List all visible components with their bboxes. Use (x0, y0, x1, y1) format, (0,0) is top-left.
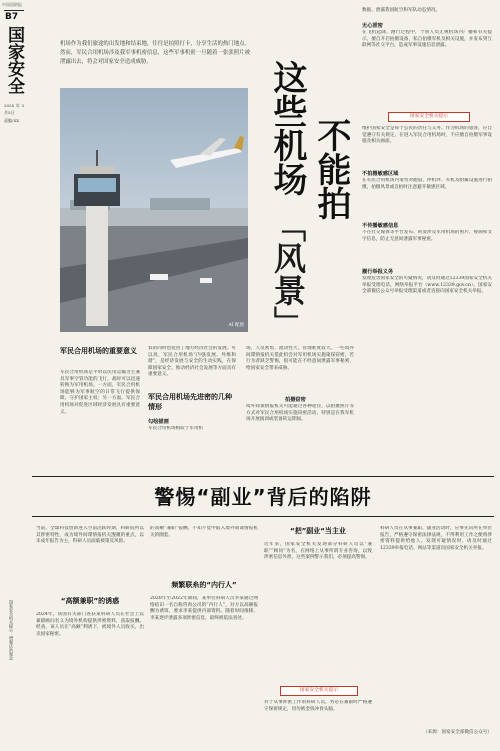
right-top-body: 数据、泄露我国航空和军队动态情况。 (362, 8, 441, 13)
section-title: 国家安全 (4, 26, 24, 94)
bottom-notice-label: 国家安全机关提示 (280, 686, 358, 696)
col3-sub: 拍摄窃密 (285, 397, 306, 403)
right-mid-sub3: 履行举报义务 (362, 269, 394, 275)
bottom-col4: 科研人员在从事兼职、副业活动时，应事先向所在单位报告，严格遵守保密法律法规，不得利用工作之便将涉密资料提供给他人。发现可疑情况时，请及时通过12339举报电话、网站等渠道向国家安全机关举报。 (380, 526, 492, 551)
issue-date: 2025年3月5日 (4, 103, 24, 115)
col3-body1: 场，人员密集、流动性大，管理难度较大。一些境外间谍情报机关借此机会对军用机场实施窥探窃密，若行为者缺乏警惕，很可能在不经意间泄露军事秘密，给国家安全带来威胁。 (246, 346, 354, 371)
col1-heading: 军民合用机场的重要意义 (60, 347, 137, 355)
bottom-col2: 的高额“兼职”报酬，不知不觉中陷入境外间谍情报机关的圈套。 (150, 526, 258, 538)
bottom-h2: 频繁联糸的“内行人” (171, 581, 237, 589)
bottom-col1: 当前，全球科技创新进入空前活跃时期，科研院所以其涉密特性，成为境外间谍情报机关觊觎的重点，以未成年报告为主，科研人员面临被策反风险。 (36, 526, 144, 545)
right-mid-sub2: 不传播敏感信息 (362, 223, 399, 229)
bottom-h1: “高额兼职”的诱惑 (60, 597, 120, 605)
col2-body1: 农的同时也促进了地方经济社会的发展。可以说，军民合用机场“内强发展、外维和谐”，是经济发展与安全的生动实践，在保障国家安全、推动经济社会发展等方面具有重要意义。 (148, 346, 236, 378)
banner-rule-bottom (32, 516, 494, 517)
right-mid-body3: 发现危害国家安全的可疑情况，请及时通过12339国家安全机关举报受理电话、网络举报平台（www.12339.gov.cn）、国家安全部微信公众号举报受理渠道或者直接向国家安全机关举报。 (362, 276, 492, 295)
photo-credit: AI 配图 (228, 323, 244, 329)
side-caption: 国家安全机关提示：增强法治观念 (9, 600, 14, 660)
right-mid-body2: 不在社交媒体等平台发布、转发涉及军用机场的照片、视频和文字信息，防止无意间泄露军事秘密。 (362, 230, 492, 242)
headline-bracket: 「风景」 (269, 210, 307, 338)
page-sidebar (0, 0, 27, 751)
airport-illustration (60, 88, 248, 332)
bottom-col1b: 2024年，我国有关部门查获某科研人员在社会上以兼职顾问名义为境外机构提供涉密资料，获取报酬。经查，该人员在“高额”利诱下，被境外人员收买，出卖国家秘密。 (36, 612, 144, 637)
bottom-col3: 近年来，国家安全机关发现部分科研人员以“兼职”“顾问”为名，在网络上从事所谓专业咨询，以致涉密信息外泄。这些案例警示我们，必须提高警惕。 (264, 542, 372, 561)
col2-heading: 军民合用机场先进密的几种情形 (148, 393, 232, 411)
right-mid-sub1: 不拍摄敏感区域 (362, 171, 399, 177)
banner-headline: 警惕“副业”背后的陷阱 (154, 485, 372, 509)
headline-right: 不能拍 (311, 118, 351, 220)
bottom-source: （来源：国家安全部微信公众号） (423, 730, 492, 735)
right-top-sub: 无心泄密 (362, 23, 383, 29)
right-top-body2: 在飞机起降、跑行过程中，个别人员无视机场内广播和有关提示，擅自开启拍摄设备，私自拍摄军机及相关设施，并发布到互联网等社交平台，造成军事设施信息泄露。 (362, 30, 492, 49)
bottom-h3: “把”副业“当主业 (290, 527, 346, 535)
right-mid-body1: 在军民合用机场内请勿对跑道、停机坪、军机及附属设施进行拍摄，拍摄风景或自拍时注意避开敏感区域。 (362, 178, 492, 190)
bottom-col2b: 2020年至2022年期间，某单位科研人员李某通过网络结识一名自称咨询公司的“内行人”，对方以高额报酬为诱饵，要求李某提供内部资料。随着时间推移，李某逐步泄露多项涉密信息，最终被依法查处。 (150, 596, 258, 621)
right-mid-body: 维护国家安全是每个公民的责任与义务。作为机场的旅客，应自觉遵守有关规定，在进入军民合用机场时，不应擅自拍摄军事设施及相关画面。 (362, 126, 492, 145)
col2-sub: 勾绘描画 (148, 419, 169, 425)
lead-intro: 机场作为我们旅途的出发地和结束地，往往是拍照打卡，分享生活的热门地点。然而，军民合用机场涉及我军事机密信息，这些军事机密一旦随着一张张照片被泄露出去，将会对国家安全造成威胁。 (60, 41, 250, 65)
col2-body2: 军民合用机场相较于军用机 (148, 426, 204, 431)
airport-photo (60, 88, 248, 332)
col3-body2: 境外间谍情报机关可能通过各种途径，以拍摄照片等方式对军民合用机场实施窃密活动，特别是在我军机场开展演训或装备转运期间。 (246, 404, 354, 423)
bottom-col3b: 对于从事涉密工作的科研人员，务必在兼职时严格遵守保密规定，切勿被金钱冲昏头脑。 (264, 700, 372, 712)
col1-body: 军民合用机场是平时以民用运输为主兼具军事空管功能的飞行，战时可以迅速转换为军用机场。一方面，军民合用机场能够为军事航空的日常飞行提供保障，守护国家主权；另一方面，军民合用机场对促进区域经济发展具有重要意义。 (60, 370, 140, 415)
page-number: B7 (5, 12, 19, 22)
headline-left: 这些机场 (267, 60, 307, 196)
editor-line: 责编:XX (4, 118, 20, 123)
paper-name: 中国国防报 (2, 2, 22, 7)
banner-rule-top (32, 476, 494, 477)
right-notice-label: 国家安全机关提示 (388, 112, 470, 122)
